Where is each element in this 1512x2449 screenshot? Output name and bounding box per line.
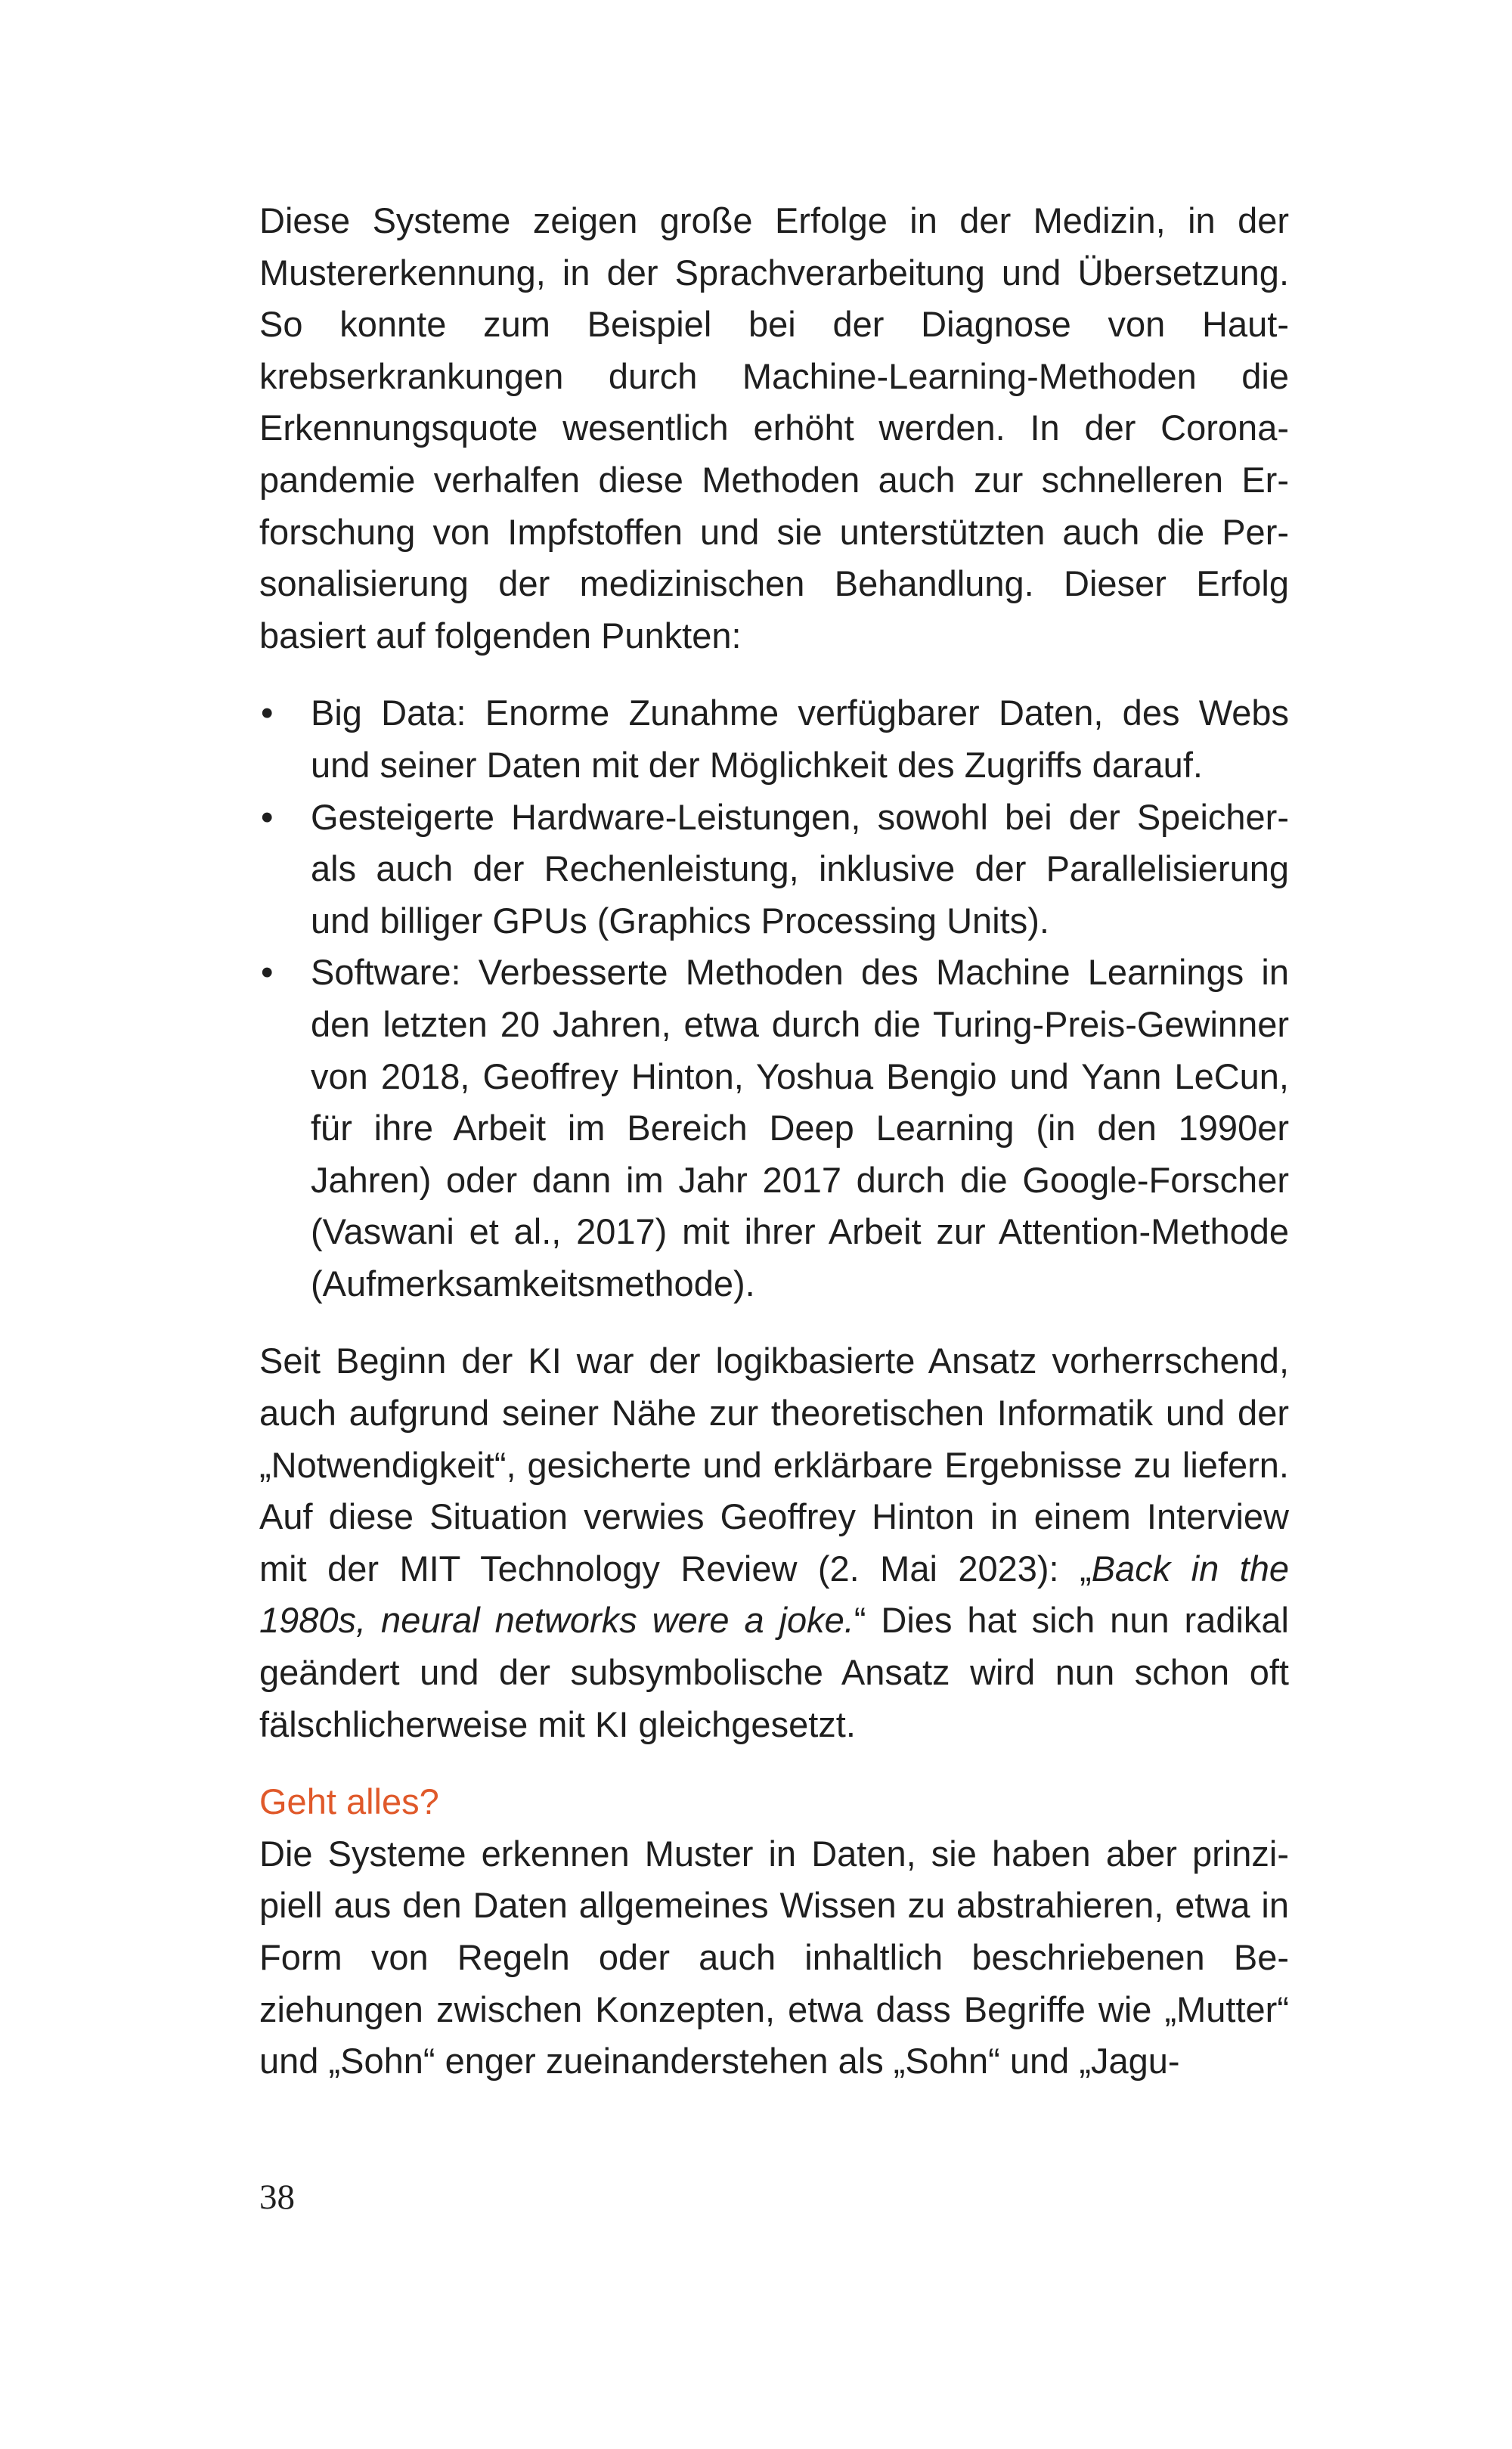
bullet-icon: • (261, 952, 274, 993)
list-item (259, 687, 1289, 791)
hinton-quote: Back in the 1980s, neural networks were a joke. (259, 1548, 1289, 1641)
paragraph-hinton-lead: Seit Beginn der KI war der logikbasierte Ansatz vorherrschend, auch aufgrund seiner Nähe zur theoretischen Informatik und der „Notwendigkeit“, gesicherte und erklärbare Ergebnisse zu liefern. Auf diese Situation verwies Geoffrey Hinton in einem Interview mit der MIT Technology Review (2. Mai 2023): „ (259, 1341, 1289, 1589)
section-heading: Geht alles? (259, 1781, 439, 1822)
bullet-icon: • (261, 693, 274, 733)
bullet-list (259, 687, 1289, 1310)
list-item-text: Big Data: Enorme Zunahme verfügbarer Daten, des Webs und seiner Daten mit der Möglichkeit des Zugriffs darauf. (311, 693, 1289, 785)
list-item-text: Software: Verbesserte Methoden des Machine Learnings in den letzten 20 Jahren, etwa durch die Turing-Preis-Gewinner von 2018, Geoffrey Hinton, Yoshua Bengio und Yann LeCun, für ihre Arbeit im Bereich Deep Learning (in den 1990er Jahren) oder dann im Jahr 2017 durch die Google-Forscher (Vaswani et al., 2017) mit ihrer Arbeit zur Attention-Methode (Aufmerksamkeitsmethode). (311, 952, 1289, 1304)
list-item (259, 947, 1289, 1310)
page-number: 38 (259, 2178, 295, 2217)
paragraph-intro: Diese Systeme zeigen große Erfolge in der Medizin, in der Mustererkennung, in der Sprachverarbeitung und Übersetzung. So konnte zum Beispiel bei der Diagnose von Hautkrebserkrankungen durch Machine-Learning-Methoden die Erkennungsquote wesentlich erhöht werden. In der Coronapandemie verhalfen diese Methoden auch zur schnelleren Erforschung von Impfstoffen und sie unterstützten auch die Personalisierung der medizinischen Behandlung. Dieser Erfolg basiert auf folgenden Punkten: (259, 200, 1289, 656)
paragraph-hinton (259, 1335, 1289, 1750)
list-item (259, 792, 1289, 947)
paragraph-geht-alles: Die Systeme erkennen Muster in Daten, sie haben aber prinzipiell aus den Daten allgemeines Wissen zu abstrahieren, etwa in Form von Regeln oder auch inhaltlich beschriebenen Beziehungen zwischen Konzepten, etwa dass Begriffe wie „Mutter“ und „Sohn“ enger zueinanderstehen als „Sohn“ und „Jagu- (259, 1833, 1289, 2082)
list-item-text: Gesteigerte Hardware-Leistungen, sowohl bei der Speicher- als auch der Rechenleistung, inklusive der Parallelisierung und billiger GPUs (Graphics Processing Units). (311, 796, 1289, 941)
page-body (259, 195, 1289, 2088)
bullet-icon: • (261, 796, 274, 837)
paragraph-hinton-tail: “ Dies hat sich nun radikal geändert und der subsymbolische Ansatz wird nun schon oft fälschlicherweise mit KI gleichgesetzt. (259, 1600, 1289, 1744)
